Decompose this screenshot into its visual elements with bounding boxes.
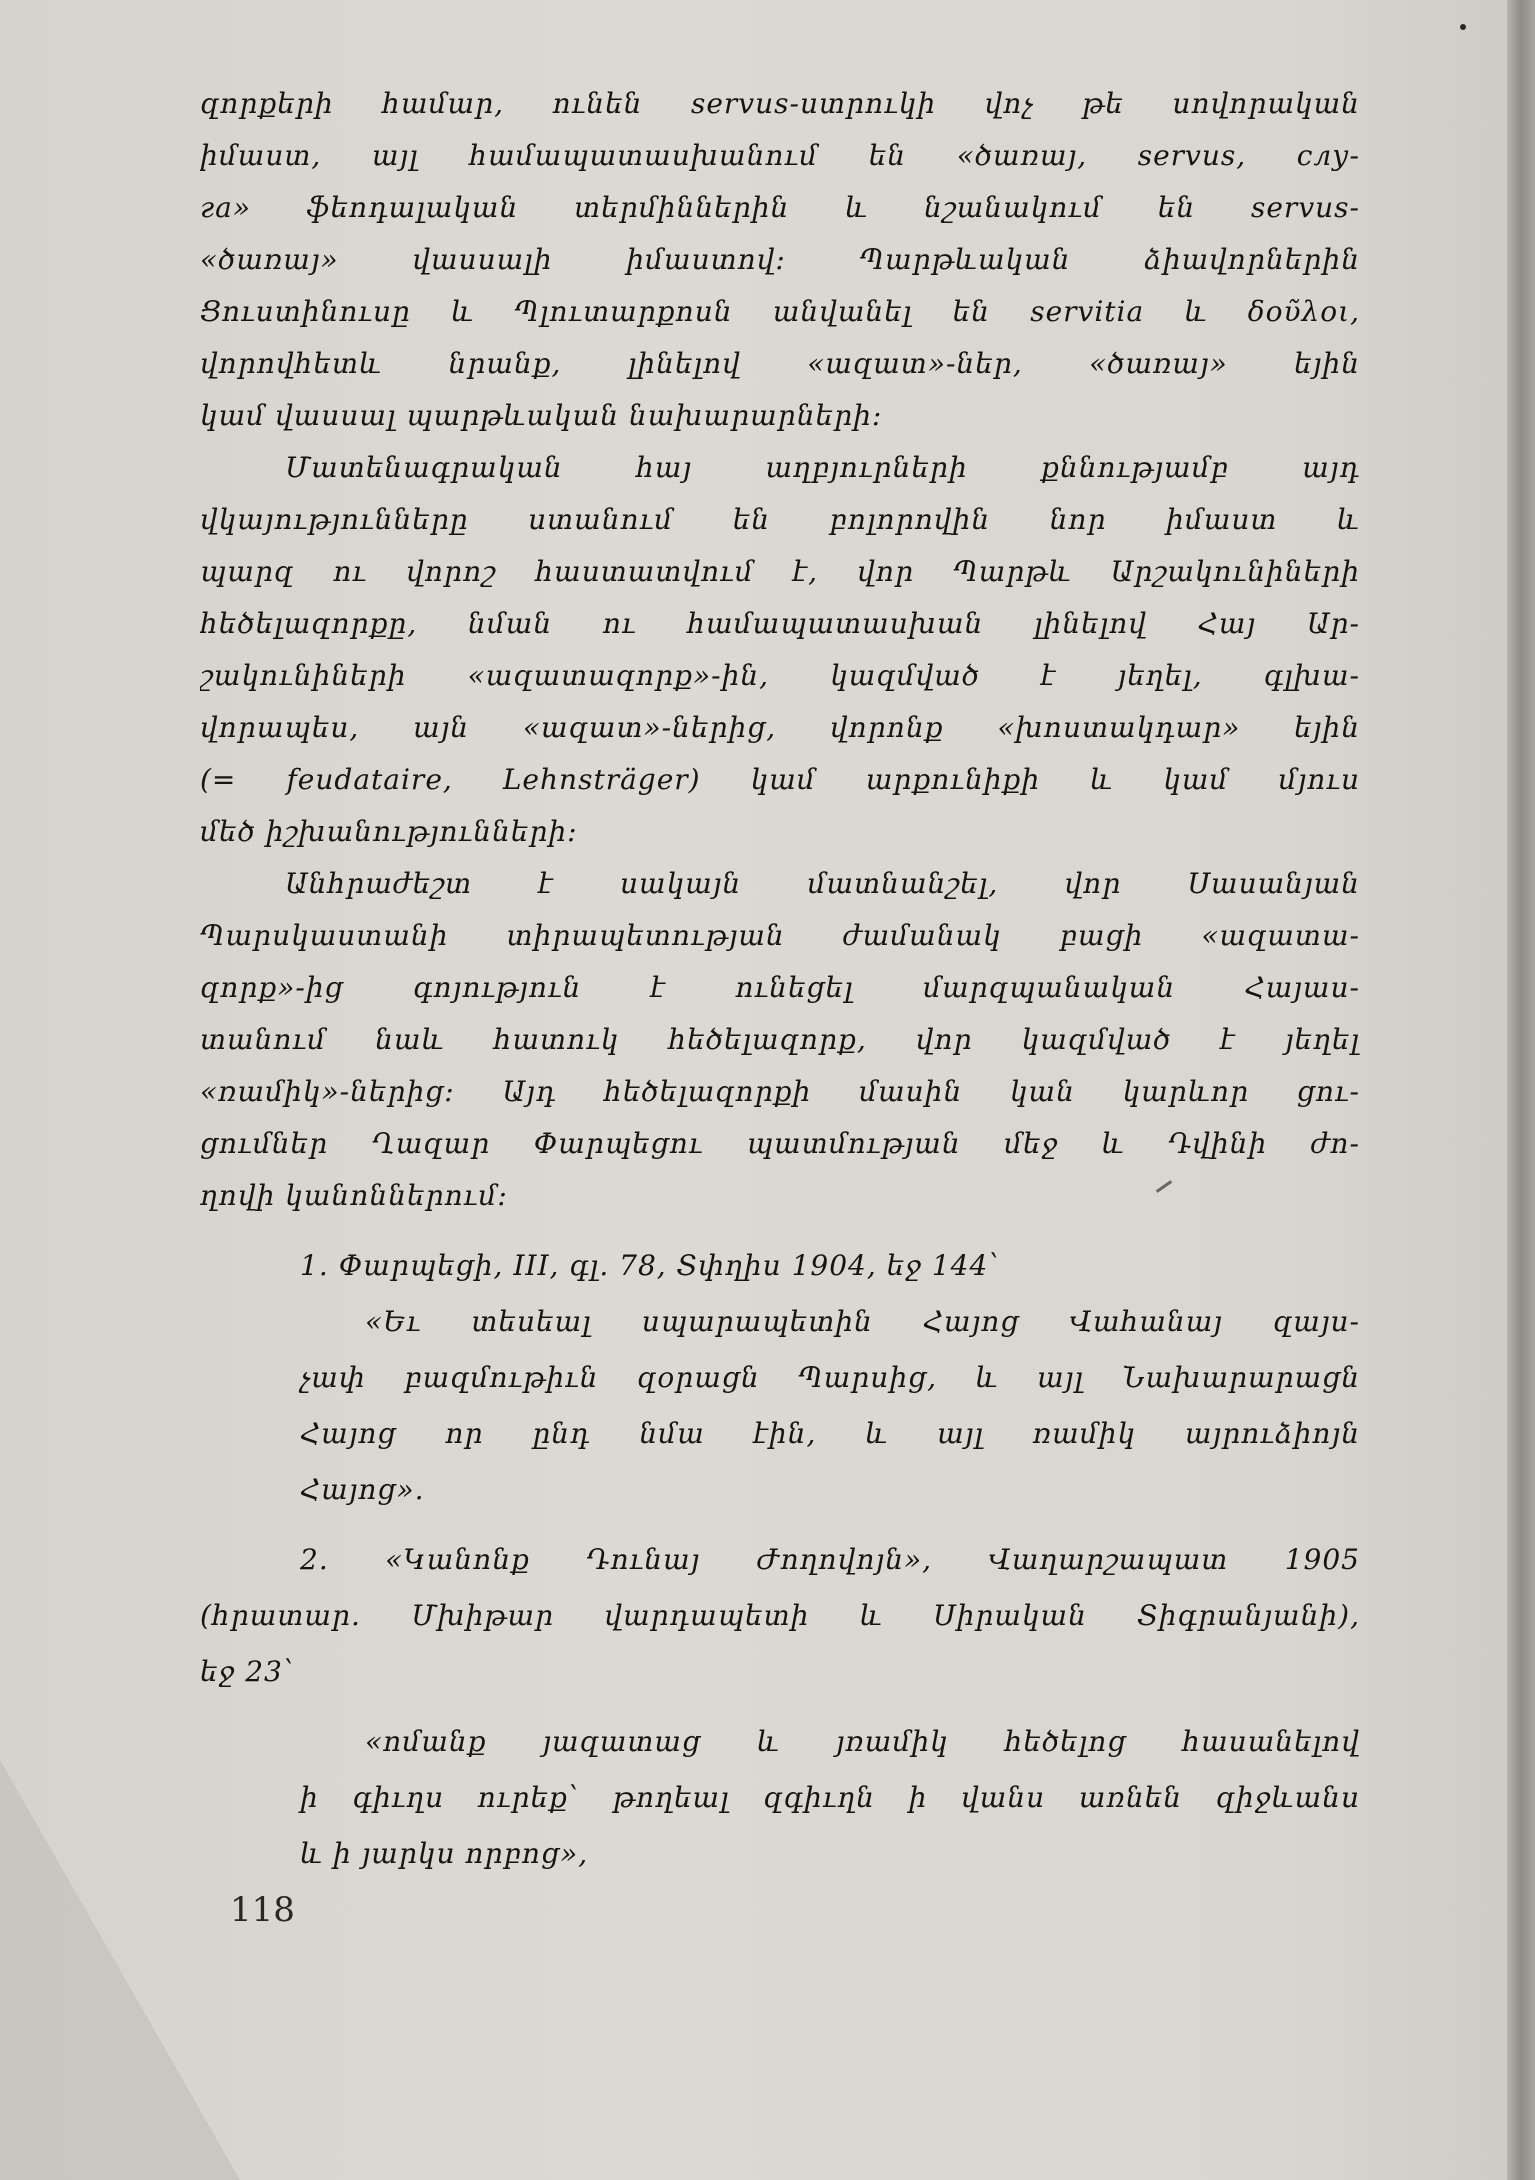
text-line: «ռամիկ»-ներից։ Այդ հեծելազորքի մասին կան կարևոր ցու-	[200, 1075, 1360, 1108]
text-line: զորք»-ից գոյություն է ունեցել մարզպանական Հայաս-	[200, 971, 1360, 1004]
footnote-quote-line: չափ բազմութիւն զօրացն Պարսից, և այլ Նախարարացն	[300, 1361, 1360, 1394]
footnote-1-citation: 1. Փարպեցի, III, գլ. 78, Տփղիս 1904, եջ 144՝	[300, 1249, 1000, 1282]
page-number: 118	[230, 1890, 295, 1930]
text-line: զորքերի համար, ունեն servus-ստրուկի վոչ թե սովորական	[200, 87, 1360, 120]
footnote-quote-line: Հայոց».	[300, 1473, 425, 1506]
paragraph-first-line: Մատենագրական հայ աղբյուրների քննությամբ այդ	[285, 451, 1360, 484]
text-line: Պարսկաստանի տիրապետության ժամանակ բացի «ազատա-	[200, 919, 1360, 952]
footnote-quote-line: «Եւ տեսեալ սպարապետին Հայոց Վահանայ զայս-	[365, 1305, 1360, 1338]
text-line: Ցուստինուսը և Պլուտարքոսն անվանել են servitia և δοῦλοι,	[200, 295, 1360, 328]
text-line: կամ վասսալ պարթևական նախարարների։	[200, 399, 883, 432]
text-line: ցումներ Ղազար Փարպեցու պատմության մեջ և Դվինի ժո-	[200, 1127, 1360, 1160]
footnote-citation-line: (հրատար. Մխիթար վարդապետի և Սիրական Տիգրանյանի),	[200, 1599, 1360, 1632]
text-line: շակունիների «ազատազորք»-ին, կազմված է յեղել, գլխա-	[200, 659, 1360, 692]
footnote-2-citation: 2. «Կանոնք Դունայ Ժողովոյն», Վաղարշապատ 1905	[300, 1543, 1360, 1576]
text-line: տանում նաև հատուկ հեծելազորք, վոր կազմված է յեղել	[200, 1023, 1360, 1056]
footnote-quote-line: և ի յարկս որբոց»,	[300, 1837, 589, 1870]
ink-dot-mark	[1460, 24, 1466, 30]
footnote-quote-line: Հայոց որ ընդ նմա էին, և այլ ռամիկ այրուձիոյն	[300, 1417, 1360, 1450]
book-gutter	[1507, 0, 1535, 2180]
text-line: պարզ ու վորոշ հաստատվում է, վոր Պարթև Արշակունիների	[200, 555, 1360, 588]
footnote-citation-line: եջ 23՝	[200, 1655, 295, 1688]
main-text	[200, 78, 1360, 1222]
footnotes	[200, 1238, 1360, 1882]
text-line: ղովի կանոններում։	[200, 1179, 508, 1212]
paragraph-first-line: Անհրաժեշտ է սակայն մատնանշել, վոր Սասանյան	[285, 867, 1360, 900]
text-line: վկայությունները ստանում են բոլորովին նոր իմաստ և	[200, 503, 1360, 536]
text-line: га» ֆեոդալական տերմիններին և նշանակում են servus-	[200, 191, 1360, 224]
text-line: մեծ իշխանությունների։	[200, 815, 578, 848]
text-line: վորովհետև նրանք, լինելով «ազատ»-ներ, «ծառայ» եյին	[200, 347, 1360, 380]
text-line: հեծելազորքը, նման ու համապատասխան լինելով Հայ Ար-	[200, 607, 1360, 640]
footnote-quote-line: ի գիւղս ուրեք՝ թողեալ զգիւղն ի վանս առնեն զիջևանս	[300, 1781, 1360, 1814]
footnote-quote-line: «ոմանք յազատաց և յռամիկ հեծելոց հասանելով	[365, 1725, 1360, 1758]
text-line: վորապես, այն «ազատ»-ներից, վորոնք «խոստակդար» եյին	[200, 711, 1360, 744]
text-line: իմաստ, այլ համապատասխանում են «ծառայ, servus, слу-	[200, 139, 1360, 172]
text-line: (= feudataire, Lehnsträger) կամ արքունիքի և կամ մյուս	[200, 763, 1360, 796]
text-line: «ծառայ» վասսալի իմաստով։ Պարթևական ձիավորներին	[200, 243, 1360, 276]
